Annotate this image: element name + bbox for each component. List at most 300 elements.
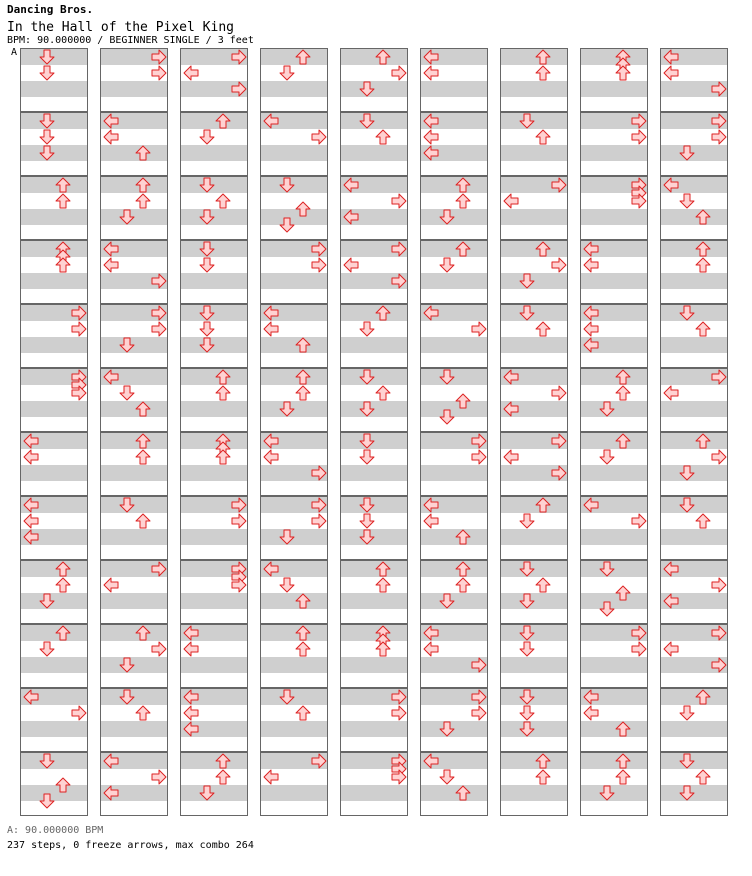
down-arrow-icon: [359, 369, 375, 385]
beat-stripe: [661, 337, 727, 353]
beat-stripe: [21, 625, 87, 641]
measure: [100, 496, 168, 560]
measure: [180, 368, 248, 432]
measure: [100, 112, 168, 176]
measure: [260, 304, 328, 368]
beat-stripe: [181, 465, 247, 481]
down-arrow-icon: [519, 721, 535, 737]
measure: [20, 48, 88, 112]
beat-stripe: [261, 273, 327, 289]
measure: [420, 688, 488, 752]
beat-stripe: [341, 625, 407, 641]
left-arrow-icon: [23, 513, 39, 529]
left-arrow-icon: [583, 257, 599, 273]
beat-stripe: [421, 785, 487, 801]
measure: [100, 48, 168, 112]
up-arrow-icon: [455, 529, 471, 545]
left-arrow-icon: [423, 65, 439, 81]
up-arrow-icon: [455, 193, 471, 209]
beat-stripe: [101, 593, 167, 609]
left-arrow-icon: [343, 257, 359, 273]
up-arrow-icon: [375, 641, 391, 657]
beat-stripe: [181, 593, 247, 609]
up-arrow-icon: [615, 585, 631, 601]
right-arrow-icon: [311, 497, 327, 513]
measure: [660, 112, 728, 176]
measure: [420, 112, 488, 176]
measure: [660, 496, 728, 560]
beat-stripe: [341, 657, 407, 673]
measure: [100, 688, 168, 752]
measure: [340, 48, 408, 112]
down-arrow-icon: [279, 177, 295, 193]
measure: [500, 496, 568, 560]
beat-stripe: [181, 401, 247, 417]
down-arrow-icon: [519, 689, 535, 705]
beat-stripe: [501, 209, 567, 225]
down-arrow-icon: [679, 705, 695, 721]
left-arrow-icon: [503, 369, 519, 385]
measure: [340, 432, 408, 496]
left-arrow-icon: [423, 129, 439, 145]
up-arrow-icon: [55, 561, 71, 577]
up-arrow-icon: [135, 193, 151, 209]
left-arrow-icon: [183, 705, 199, 721]
beat-stripe: [261, 657, 327, 673]
beat-stripe: [661, 241, 727, 257]
measure: [180, 496, 248, 560]
measure: [180, 304, 248, 368]
left-arrow-icon: [663, 593, 679, 609]
right-arrow-icon: [551, 433, 567, 449]
measure: [340, 752, 408, 816]
beat-stripe: [501, 785, 567, 801]
beat-stripe: [341, 337, 407, 353]
right-arrow-icon: [311, 241, 327, 257]
measure: [580, 432, 648, 496]
measure: [260, 560, 328, 624]
right-arrow-icon: [151, 769, 167, 785]
right-arrow-icon: [71, 705, 87, 721]
down-arrow-icon: [359, 497, 375, 513]
down-arrow-icon: [679, 753, 695, 769]
measure: [500, 368, 568, 432]
beat-stripe: [661, 721, 727, 737]
right-arrow-icon: [391, 705, 407, 721]
down-arrow-icon: [519, 593, 535, 609]
right-arrow-icon: [711, 449, 727, 465]
beat-stripe: [661, 433, 727, 449]
measure: [660, 432, 728, 496]
song-artist: Dancing Bros.: [7, 3, 94, 16]
measure: [20, 368, 88, 432]
right-arrow-icon: [311, 465, 327, 481]
measure: [20, 240, 88, 304]
up-arrow-icon: [455, 241, 471, 257]
right-arrow-icon: [231, 577, 247, 593]
left-arrow-icon: [343, 177, 359, 193]
beat-stripe: [501, 497, 567, 513]
up-arrow-icon: [215, 769, 231, 785]
measure: [20, 176, 88, 240]
down-arrow-icon: [199, 209, 215, 225]
measure: [500, 688, 568, 752]
left-arrow-icon: [23, 449, 39, 465]
left-arrow-icon: [103, 241, 119, 257]
up-arrow-icon: [55, 577, 71, 593]
measure: [100, 560, 168, 624]
up-arrow-icon: [615, 769, 631, 785]
down-arrow-icon: [39, 113, 55, 129]
measure: [260, 48, 328, 112]
right-arrow-icon: [551, 385, 567, 401]
measure: [420, 560, 488, 624]
left-arrow-icon: [263, 449, 279, 465]
right-arrow-icon: [711, 657, 727, 673]
left-arrow-icon: [583, 497, 599, 513]
beat-stripe: [581, 49, 647, 65]
measure: [340, 560, 408, 624]
up-arrow-icon: [55, 193, 71, 209]
down-arrow-icon: [119, 385, 135, 401]
up-arrow-icon: [535, 129, 551, 145]
right-arrow-icon: [551, 257, 567, 273]
down-arrow-icon: [519, 273, 535, 289]
left-arrow-icon: [103, 257, 119, 273]
right-arrow-icon: [71, 305, 87, 321]
measure: [340, 368, 408, 432]
right-arrow-icon: [231, 497, 247, 513]
right-arrow-icon: [311, 753, 327, 769]
measure: [20, 432, 88, 496]
down-arrow-icon: [199, 257, 215, 273]
up-arrow-icon: [535, 321, 551, 337]
left-arrow-icon: [663, 561, 679, 577]
down-arrow-icon: [439, 721, 455, 737]
down-arrow-icon: [679, 193, 695, 209]
down-arrow-icon: [519, 113, 535, 129]
measure: [420, 432, 488, 496]
measure: [100, 624, 168, 688]
left-arrow-icon: [103, 577, 119, 593]
measure: [580, 624, 648, 688]
down-arrow-icon: [39, 753, 55, 769]
up-arrow-icon: [695, 433, 711, 449]
beat-stripe: [501, 529, 567, 545]
up-arrow-icon: [615, 433, 631, 449]
up-arrow-icon: [135, 513, 151, 529]
left-arrow-icon: [423, 753, 439, 769]
song-title: In the Hall of the Pixel King: [7, 20, 234, 35]
measure: [420, 496, 488, 560]
up-arrow-icon: [135, 705, 151, 721]
up-arrow-icon: [295, 201, 311, 217]
right-arrow-icon: [391, 273, 407, 289]
left-arrow-icon: [343, 209, 359, 225]
measure: [580, 368, 648, 432]
beat-stripe: [21, 81, 87, 97]
left-arrow-icon: [583, 321, 599, 337]
measure: [260, 368, 328, 432]
left-arrow-icon: [263, 305, 279, 321]
left-arrow-icon: [663, 385, 679, 401]
beat-stripe: [421, 273, 487, 289]
measure: [340, 496, 408, 560]
right-arrow-icon: [151, 321, 167, 337]
down-arrow-icon: [39, 793, 55, 809]
down-arrow-icon: [599, 785, 615, 801]
down-arrow-icon: [599, 401, 615, 417]
right-arrow-icon: [471, 657, 487, 673]
beat-stripe: [581, 369, 647, 385]
beat-stripe: [261, 49, 327, 65]
down-arrow-icon: [279, 529, 295, 545]
up-arrow-icon: [295, 337, 311, 353]
bpm-marker-label: A: [11, 47, 18, 58]
up-arrow-icon: [295, 593, 311, 609]
down-arrow-icon: [119, 657, 135, 673]
beat-stripe: [341, 785, 407, 801]
right-arrow-icon: [631, 625, 647, 641]
down-arrow-icon: [119, 209, 135, 225]
left-arrow-icon: [423, 305, 439, 321]
down-arrow-icon: [199, 305, 215, 321]
measure: [180, 48, 248, 112]
footer-bpm: A: 90.000000 BPM: [7, 825, 104, 836]
measure: [420, 368, 488, 432]
up-arrow-icon: [535, 769, 551, 785]
beat-stripe: [581, 465, 647, 481]
down-arrow-icon: [519, 561, 535, 577]
right-arrow-icon: [391, 769, 407, 785]
beat-stripe: [421, 561, 487, 577]
measure: [580, 176, 648, 240]
left-arrow-icon: [23, 689, 39, 705]
measure: [260, 496, 328, 560]
measure: [340, 112, 408, 176]
beat-stripe: [101, 625, 167, 641]
beat-stripe: [661, 401, 727, 417]
beat-stripe: [261, 625, 327, 641]
left-arrow-icon: [423, 49, 439, 65]
beat-stripe: [261, 337, 327, 353]
down-arrow-icon: [39, 145, 55, 161]
up-arrow-icon: [295, 705, 311, 721]
down-arrow-icon: [519, 625, 535, 641]
up-arrow-icon: [615, 385, 631, 401]
beat-stripe: [581, 529, 647, 545]
up-arrow-icon: [615, 65, 631, 81]
right-arrow-icon: [151, 305, 167, 321]
beat-stripe: [101, 433, 167, 449]
left-arrow-icon: [263, 769, 279, 785]
measure: [660, 560, 728, 624]
up-arrow-icon: [135, 401, 151, 417]
left-arrow-icon: [103, 113, 119, 129]
measure: [500, 48, 568, 112]
beat-stripe: [501, 145, 567, 161]
measure: [260, 688, 328, 752]
down-arrow-icon: [199, 321, 215, 337]
up-arrow-icon: [455, 577, 471, 593]
up-arrow-icon: [135, 177, 151, 193]
right-arrow-icon: [151, 49, 167, 65]
beat-stripe: [581, 273, 647, 289]
down-arrow-icon: [39, 65, 55, 81]
up-arrow-icon: [455, 785, 471, 801]
right-arrow-icon: [711, 113, 727, 129]
measure: [580, 496, 648, 560]
right-arrow-icon: [391, 65, 407, 81]
down-arrow-icon: [439, 369, 455, 385]
beat-stripe: [341, 305, 407, 321]
up-arrow-icon: [455, 393, 471, 409]
measure: [20, 496, 88, 560]
left-arrow-icon: [183, 689, 199, 705]
beat-stripe: [581, 81, 647, 97]
beat-stripe: [501, 81, 567, 97]
left-arrow-icon: [423, 513, 439, 529]
measure: [580, 688, 648, 752]
beat-stripe: [341, 145, 407, 161]
beat-stripe: [181, 145, 247, 161]
down-arrow-icon: [199, 785, 215, 801]
right-arrow-icon: [151, 561, 167, 577]
left-arrow-icon: [423, 641, 439, 657]
left-arrow-icon: [583, 689, 599, 705]
beat-stripe: [581, 433, 647, 449]
measure: [20, 752, 88, 816]
beat-stripe: [501, 49, 567, 65]
down-arrow-icon: [359, 321, 375, 337]
measure: [260, 432, 328, 496]
right-arrow-icon: [151, 641, 167, 657]
up-arrow-icon: [215, 193, 231, 209]
up-arrow-icon: [695, 241, 711, 257]
beat-stripe: [21, 273, 87, 289]
measure: [20, 304, 88, 368]
beat-stripe: [501, 241, 567, 257]
left-arrow-icon: [183, 721, 199, 737]
beat-stripe: [261, 145, 327, 161]
measure: [340, 176, 408, 240]
right-arrow-icon: [311, 513, 327, 529]
right-arrow-icon: [71, 321, 87, 337]
down-arrow-icon: [279, 577, 295, 593]
beat-stripe: [181, 657, 247, 673]
beat-stripe: [101, 401, 167, 417]
right-arrow-icon: [631, 193, 647, 209]
up-arrow-icon: [535, 577, 551, 593]
up-arrow-icon: [215, 369, 231, 385]
measure: [340, 304, 408, 368]
left-arrow-icon: [503, 193, 519, 209]
right-arrow-icon: [391, 241, 407, 257]
up-arrow-icon: [375, 129, 391, 145]
up-arrow-icon: [615, 753, 631, 769]
left-arrow-icon: [423, 497, 439, 513]
beat-stripe: [101, 721, 167, 737]
measure: [100, 240, 168, 304]
right-arrow-icon: [551, 177, 567, 193]
beat-stripe: [261, 785, 327, 801]
measure: [260, 624, 328, 688]
down-arrow-icon: [519, 513, 535, 529]
beat-stripe: [581, 209, 647, 225]
up-arrow-icon: [615, 721, 631, 737]
down-arrow-icon: [439, 769, 455, 785]
beat-stripe: [581, 753, 647, 769]
measure: [260, 176, 328, 240]
left-arrow-icon: [583, 241, 599, 257]
up-arrow-icon: [695, 209, 711, 225]
beat-stripe: [21, 401, 87, 417]
down-arrow-icon: [519, 305, 535, 321]
up-arrow-icon: [295, 641, 311, 657]
up-arrow-icon: [455, 561, 471, 577]
left-arrow-icon: [263, 321, 279, 337]
measure: [420, 176, 488, 240]
measure: [420, 48, 488, 112]
up-arrow-icon: [295, 625, 311, 641]
measure: [660, 624, 728, 688]
beat-stripe: [181, 369, 247, 385]
measure: [180, 752, 248, 816]
right-arrow-icon: [151, 65, 167, 81]
measure: [420, 752, 488, 816]
left-arrow-icon: [583, 305, 599, 321]
right-arrow-icon: [711, 129, 727, 145]
measure: [180, 176, 248, 240]
left-arrow-icon: [23, 529, 39, 545]
up-arrow-icon: [215, 449, 231, 465]
beat-stripe: [101, 465, 167, 481]
down-arrow-icon: [439, 209, 455, 225]
up-arrow-icon: [55, 257, 71, 273]
down-arrow-icon: [359, 433, 375, 449]
up-arrow-icon: [55, 625, 71, 641]
beat-stripe: [421, 337, 487, 353]
down-arrow-icon: [679, 305, 695, 321]
up-arrow-icon: [135, 449, 151, 465]
left-arrow-icon: [183, 641, 199, 657]
up-arrow-icon: [215, 385, 231, 401]
measure: [100, 752, 168, 816]
beat-stripe: [581, 721, 647, 737]
left-arrow-icon: [423, 625, 439, 641]
down-arrow-icon: [359, 401, 375, 417]
up-arrow-icon: [295, 49, 311, 65]
right-arrow-icon: [391, 193, 407, 209]
measure: [500, 560, 568, 624]
measure: [180, 112, 248, 176]
down-arrow-icon: [119, 689, 135, 705]
up-arrow-icon: [375, 577, 391, 593]
measure: [420, 240, 488, 304]
right-arrow-icon: [711, 577, 727, 593]
right-arrow-icon: [631, 513, 647, 529]
right-arrow-icon: [631, 113, 647, 129]
measure: [500, 112, 568, 176]
measure: [100, 432, 168, 496]
down-arrow-icon: [519, 705, 535, 721]
measure: [500, 304, 568, 368]
measure: [580, 560, 648, 624]
measure: [260, 240, 328, 304]
left-arrow-icon: [663, 65, 679, 81]
beat-stripe: [181, 529, 247, 545]
right-arrow-icon: [231, 81, 247, 97]
